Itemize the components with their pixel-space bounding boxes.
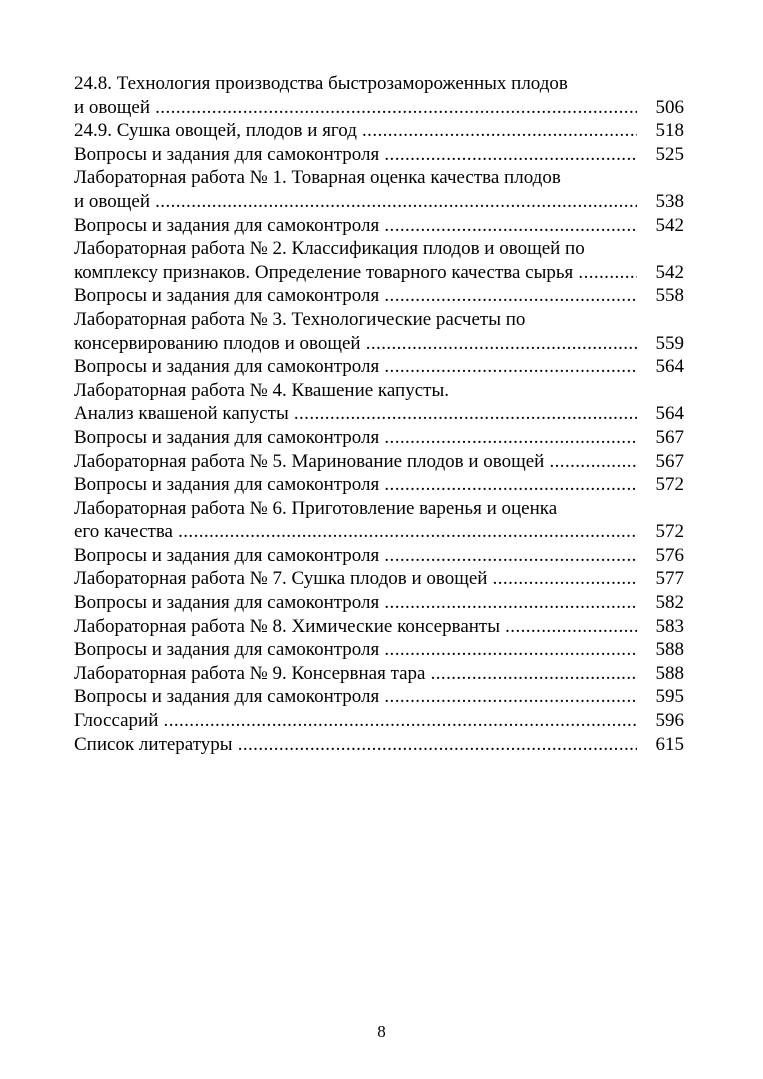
toc-entry-title: Список литературы .....: [74, 733, 637, 757]
toc-entry: [74, 473, 684, 497]
toc-entry-title: Глоссарий .....: [74, 709, 637, 733]
toc-entry: [74, 308, 684, 355]
toc-entry-page: 588: [655, 662, 684, 684]
toc-entry-title: комплексу признаков. Определение товарного качества сырья .....: [74, 261, 637, 285]
toc-entry-page: 583: [655, 615, 684, 637]
toc-entry-page: 542: [655, 214, 684, 236]
toc-entry-row: [74, 426, 684, 450]
toc-entry-row: [74, 450, 684, 474]
toc-entry-page: 572: [655, 474, 684, 496]
toc-entry-page: 596: [655, 710, 684, 732]
toc-entry: [74, 284, 684, 308]
toc-entry-title: Вопросы и задания для самоконтроля .....: [74, 214, 637, 238]
toc-entry-title-line: Лабораторная работа № 3. Технологические расчеты по: [74, 308, 526, 330]
toc-entry-page: 559: [655, 332, 684, 354]
toc-entry-title: Вопросы и задания для самоконтроля .....: [74, 685, 637, 709]
toc-entry-title: консервированию плодов и овощей .....: [74, 332, 637, 356]
toc-entry-title: его качества .....: [74, 520, 637, 544]
page-number: 8: [377, 1022, 386, 1041]
toc-entry: [74, 379, 684, 426]
toc-entry-title: Вопросы и задания для самоконтроля .....: [74, 591, 637, 615]
toc-entry-row: [74, 473, 684, 497]
toc-entry-title: Вопросы и задания для самоконтроля .....: [74, 355, 637, 379]
toc-entry-page: 615: [655, 733, 684, 755]
toc-entry-title: Вопросы и задания для самоконтроля .....: [74, 143, 637, 167]
toc-entry: [74, 567, 684, 591]
toc-entry-row: [74, 190, 684, 214]
toc-entry-title: Лабораторная работа № 9. Консервная тара .....: [74, 662, 637, 686]
toc-entry: [74, 662, 684, 686]
toc-entry-page: 582: [655, 592, 684, 614]
toc-entry-row: [74, 615, 684, 639]
toc-entry-title: Вопросы и задания для самоконтроля .....: [74, 473, 637, 497]
toc-entry-title-line: Лабораторная работа № 4. Квашение капусты.: [74, 379, 449, 401]
toc-entry-page: 588: [655, 639, 684, 661]
toc-entry: [74, 685, 684, 709]
toc-entry-page: 576: [655, 544, 684, 566]
toc-entry: [74, 591, 684, 615]
toc-entry: [74, 497, 684, 544]
toc-entry: [74, 143, 684, 167]
toc-entry-title: Анализ квашеной капусты .....: [74, 402, 637, 426]
toc-entry-title: Вопросы и задания для самоконтроля .....: [74, 426, 637, 450]
toc-entry-row: [74, 143, 684, 167]
toc-entry-page: 564: [655, 356, 684, 378]
toc-entry: [74, 426, 684, 450]
toc-entry-page: 567: [655, 426, 684, 448]
toc-entry-row: [74, 520, 684, 544]
toc-entry-title-line: Лабораторная работа № 2. Классификация плодов и овощей по: [74, 238, 585, 260]
toc-entry-title: Вопросы и задания для самоконтроля .....: [74, 638, 637, 662]
toc-entry: [74, 544, 684, 568]
toc-entry-title: Вопросы и задания для самоконтроля .....: [74, 544, 637, 568]
toc-entry-page: 525: [655, 143, 684, 165]
toc-entry-title: и овощей .....: [74, 96, 637, 120]
toc-entry: [74, 355, 684, 379]
toc-entry: [74, 450, 684, 474]
toc-entry-row: [74, 355, 684, 379]
toc-entry: [74, 166, 684, 213]
toc-entry-row: [74, 638, 684, 662]
toc-entry-row: [74, 96, 684, 120]
toc-entry-page: 595: [655, 686, 684, 708]
toc-entry-title: 24.9. Сушка овощей, плодов и ягод .....: [74, 119, 637, 143]
toc-entry-page: 538: [655, 190, 684, 212]
toc-entry-row: [74, 402, 684, 426]
toc-entry: [74, 72, 684, 119]
toc-entry-row: [74, 261, 684, 285]
toc-entry-row: [74, 662, 684, 686]
toc-entry: [74, 214, 684, 238]
toc-entry-title: Вопросы и задания для самоконтроля .....: [74, 284, 637, 308]
toc-entry: [74, 237, 684, 284]
toc-entry-page: 518: [655, 120, 684, 142]
toc-entry-page: 572: [655, 521, 684, 543]
toc-entry-row: [74, 733, 684, 757]
table-of-contents: [74, 72, 684, 756]
toc-entry-title-line: Лабораторная работа № 1. Товарная оценка качества плодов: [74, 167, 561, 189]
toc-entry: [74, 615, 684, 639]
toc-entry-row: [74, 685, 684, 709]
toc-entry-title-line: 24.8. Технология производства быстрозамороженных плодов: [74, 73, 568, 94]
toc-entry-title: Лабораторная работа № 5. Маринование плодов и овощей .....: [74, 450, 637, 474]
toc-entry-row: [74, 332, 684, 356]
toc-entry-page: 542: [655, 261, 684, 283]
toc-entry-row: [74, 119, 684, 143]
toc-entry: [74, 638, 684, 662]
toc-entry: [74, 119, 684, 143]
toc-entry-row: [74, 567, 684, 591]
toc-entry-title: Лабораторная работа № 8. Химические консерванты .....: [74, 615, 637, 639]
toc-entry-title-line: Лабораторная работа № 6. Приготовление варенья и оценка: [74, 497, 558, 519]
toc-entry-row: [74, 214, 684, 238]
toc-entry-row: [74, 544, 684, 568]
toc-entry-page: 567: [655, 450, 684, 472]
toc-entry-title: и овощей .....: [74, 190, 637, 214]
toc-entry-page: 577: [655, 568, 684, 590]
toc-entry-page: 558: [655, 285, 684, 307]
toc-entry-row: [74, 709, 684, 733]
toc-entry-title: Лабораторная работа № 7. Сушка плодов и овощей .....: [74, 567, 637, 591]
toc-entry-page: 564: [655, 403, 684, 425]
toc-entry: [74, 733, 684, 757]
toc-entry: [74, 709, 684, 733]
toc-entry-row: [74, 591, 684, 615]
toc-entry-row: [74, 284, 684, 308]
toc-entry-page: 506: [655, 96, 684, 118]
